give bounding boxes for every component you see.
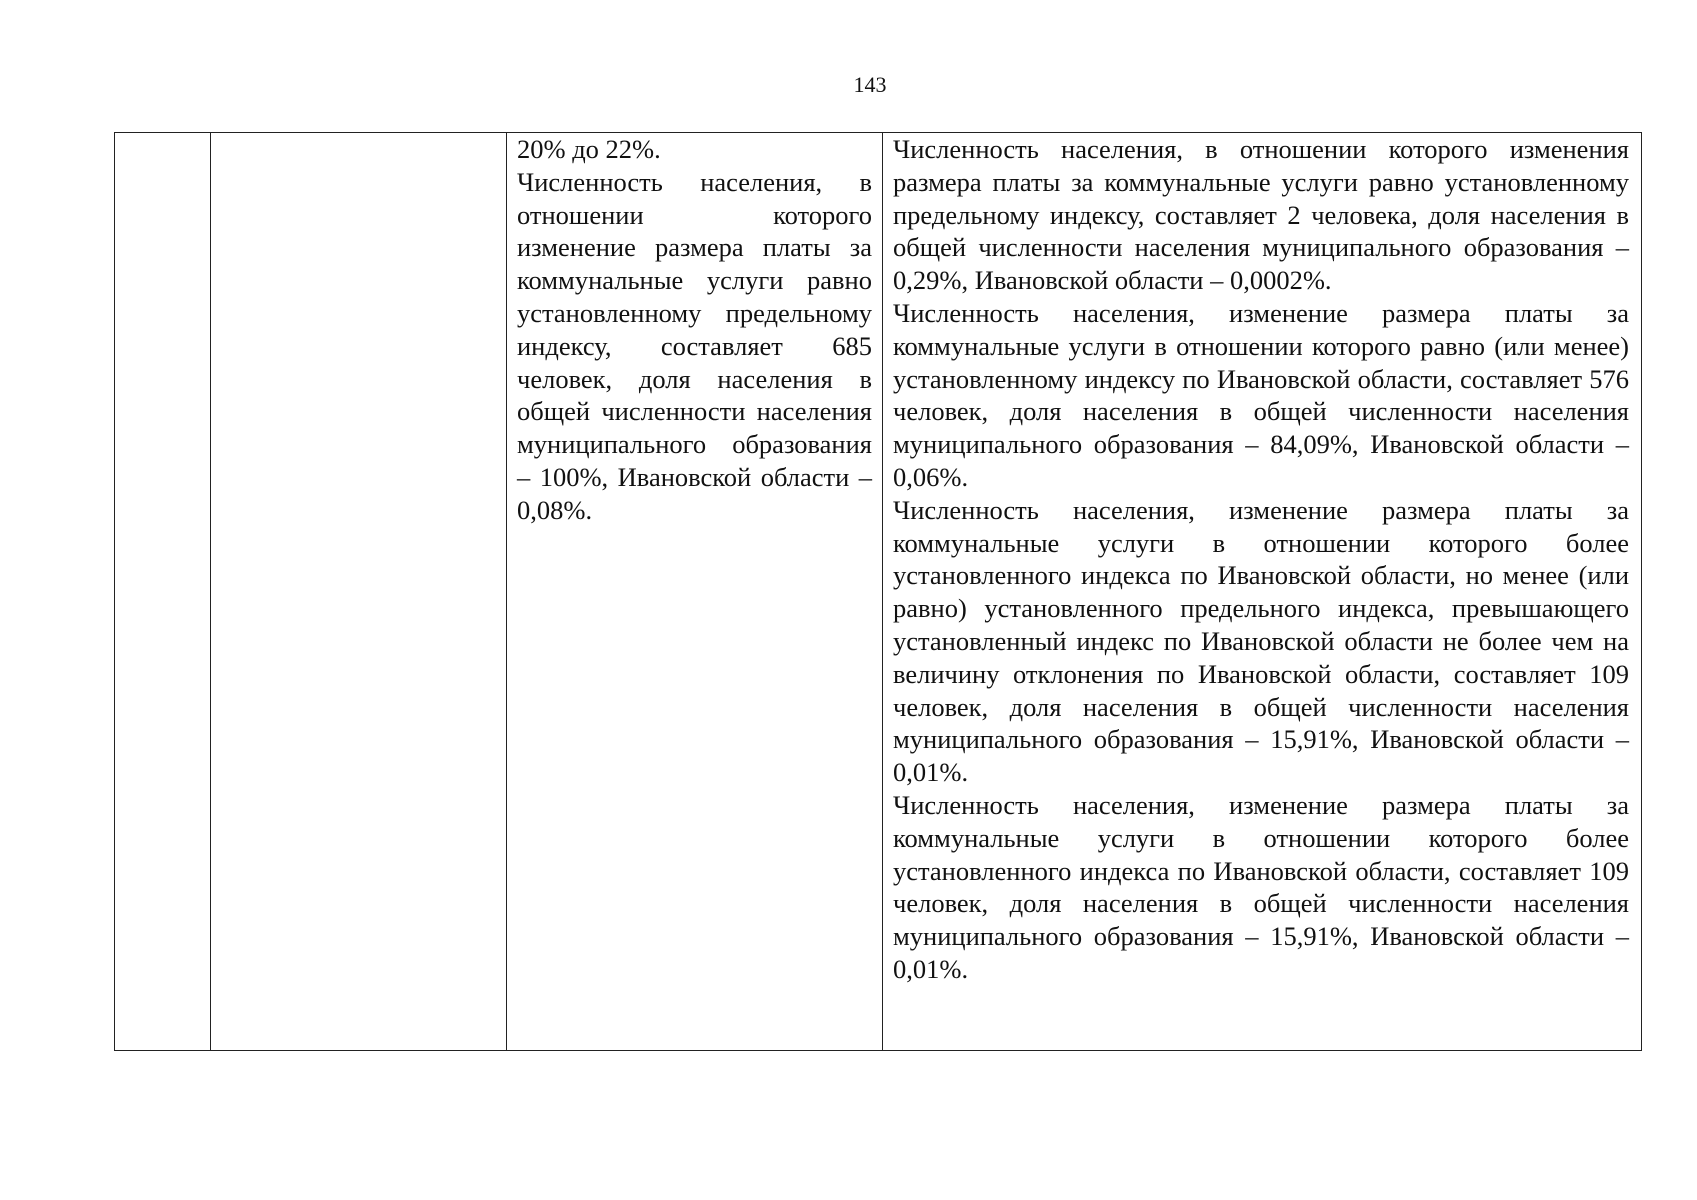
description-text xyxy=(507,133,882,527)
details-paragraph: Численность населения, изменение размера платы за коммунальные услуги в отношении которого более установленного индекса по Ивановской области, составляет 109 человек, доля населения в общей численности населения муниципального образования – 15,91%, Ивановской области – 0,01%. xyxy=(893,789,1629,984)
details-text xyxy=(883,133,1641,986)
table-cell-number xyxy=(115,133,211,1051)
description-paragraph: 20% до 22%. xyxy=(517,134,661,164)
table-cell-description xyxy=(507,133,883,1051)
data-table xyxy=(114,132,1642,1051)
table-cell-name xyxy=(211,133,507,1051)
table-cell-details xyxy=(883,133,1642,1051)
page-number: 143 xyxy=(853,72,887,97)
details-paragraph: Численность населения, изменение размера платы за коммунальные услуги в отношении которого более установленного индекса по Ивановской области, но менее (или равно) установленного предельного индекса, превышающего установленный индекс по Ивановской области не более чем на величину отклонения по Ивановской области, составляет 109 человек, доля населения в общей численности населения муниципального образования – 15,91%, Ивановской области – 0,01%. xyxy=(893,494,1629,788)
description-paragraph: Численность населения, в отношении которого изменение размера платы за коммунальные услуги равно установленному предельному индексу, составляет 685 человек, доля населения в общей численности населения муниципального образования – 100%, Ивановской области – 0,08%. xyxy=(517,166,872,525)
table-row xyxy=(115,133,1642,1051)
details-paragraph: Численность населения, в отношении которого изменения размера платы за коммунальные услуги равно установленному предельному индексу, составляет 2 человека, доля населения в общей численности населения муниципального образования – 0,29%, Ивановской области – 0,0002%. xyxy=(893,134,1629,296)
details-paragraph: Численность населения, изменение размера платы за коммунальные услуги в отношении которого равно (или менее) установленному индексу по Ивановской области, составляет 576 человек, доля населения в общей численности населения муниципального образования – 84,09%, Ивановской области – 0,06%. xyxy=(893,297,1629,492)
